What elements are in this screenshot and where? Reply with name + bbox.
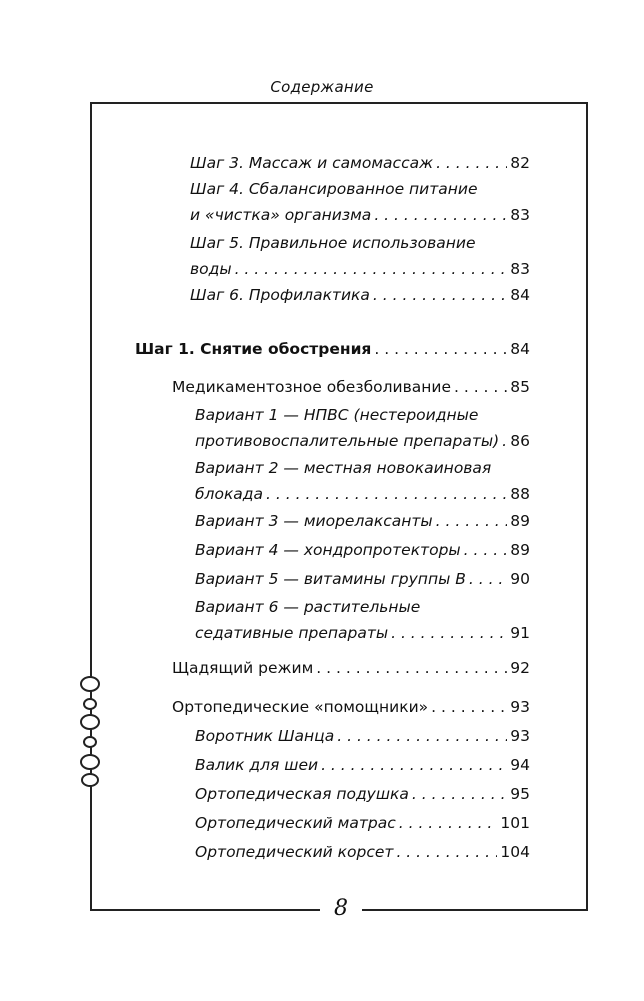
toc-entry-title: Щадящий режим — [172, 659, 314, 677]
toc-entry-title: Вариант 3 — миорелаксанты — [195, 512, 433, 530]
toc-page-number: 83 — [510, 260, 530, 278]
toc-entry-title: Ортопедическая подушка — [195, 785, 409, 803]
leader-dots — [266, 481, 507, 507]
toc-entry-title: Шаг 1. Снятие обострения — [135, 340, 372, 358]
leader-dots — [373, 282, 507, 308]
leader-dots — [464, 537, 508, 563]
leader-dots — [321, 752, 507, 778]
leader-dots — [399, 810, 498, 836]
toc-entry-title: Воротник Шанца — [195, 727, 335, 745]
leader-dots — [431, 694, 507, 720]
toc-entry[interactable] — [190, 176, 530, 228]
toc-entry-title-line: Вариант 2 — местная новокаиновая — [195, 459, 492, 477]
toc-entry-title-line: Шаг 4. Сбалансированное питание — [190, 180, 478, 198]
toc-entry-title: Вариант 5 — витамины группы В — [195, 570, 466, 588]
toc-page-number: 95 — [510, 785, 530, 803]
toc-entry-title-line: Вариант 1 — НПВС (нестероидные — [195, 406, 479, 424]
toc-entry-title: Валик для шеи — [195, 756, 319, 774]
toc-page-number: 89 — [510, 541, 530, 559]
frame-top-rule — [90, 102, 586, 104]
toc-entry[interactable] — [195, 566, 530, 592]
toc-subsection[interactable] — [172, 655, 530, 681]
toc-page-number: 82 — [510, 154, 530, 172]
leader-dots — [316, 655, 507, 681]
toc-entry[interactable] — [190, 282, 530, 308]
toc-page-number: 86 — [510, 432, 530, 450]
toc-entry-title: Ортопедические «помощники» — [172, 698, 429, 716]
toc-entry-title: Шаг 3. Массаж и самомассаж — [190, 154, 434, 172]
toc-entry-title: блокада — [195, 485, 264, 503]
toc-page-number: 84 — [510, 286, 530, 304]
toc-entry[interactable] — [195, 723, 530, 749]
toc-entry-title: Шаг 6. Профилактика — [190, 286, 370, 304]
frame-bottom-rule-left — [90, 909, 320, 911]
leader-dots — [412, 781, 507, 807]
leader-dots — [374, 202, 507, 228]
leader-dots — [235, 256, 508, 282]
leader-dots — [469, 566, 507, 592]
toc-entry-title: Ортопедический корсет — [195, 843, 394, 861]
toc-entry[interactable] — [190, 150, 530, 176]
toc-page-number: 90 — [510, 570, 530, 588]
leader-dots — [396, 839, 497, 865]
toc-entry-title: противовоспалительные препараты) — [195, 432, 500, 450]
toc-entry[interactable] — [195, 455, 530, 507]
toc-page-number: 101 — [500, 814, 530, 832]
toc-entry-title: и «чистка» организма — [190, 206, 372, 224]
toc-subsection[interactable] — [172, 694, 530, 720]
toc-entry[interactable] — [195, 839, 530, 865]
toc-page-number: 85 — [510, 378, 530, 396]
leader-dots — [502, 428, 507, 454]
running-header: Содержание — [270, 78, 374, 96]
toc-entry-title: Ортопедический матрас — [195, 814, 396, 832]
toc-entry[interactable] — [195, 537, 530, 563]
leader-dots — [436, 508, 508, 534]
toc-page-number: 92 — [510, 659, 530, 677]
toc-page-number: 89 — [510, 512, 530, 530]
toc-page-number: 93 — [510, 727, 530, 745]
toc-page-number: 94 — [510, 756, 530, 774]
leader-dots — [391, 620, 507, 646]
leader-dots — [436, 150, 507, 176]
toc-entry[interactable] — [195, 402, 530, 454]
toc-page-number: 84 — [510, 340, 530, 358]
leader-dots — [454, 374, 507, 400]
toc-page-number: 91 — [510, 624, 530, 642]
toc-entry-title: седативные препараты — [195, 624, 389, 642]
toc-entry[interactable] — [195, 594, 530, 646]
page-number: 8 — [334, 896, 348, 921]
toc-entry[interactable] — [195, 508, 530, 534]
toc-section-heading[interactable] — [135, 336, 530, 362]
toc-entry-title: Медикаментозное обезболивание — [172, 378, 451, 396]
toc-page-number: 88 — [510, 485, 530, 503]
toc-entry[interactable] — [195, 781, 530, 807]
toc-page-number: 83 — [510, 206, 530, 224]
toc-subsection[interactable] — [172, 374, 530, 400]
toc-entry-title: воды — [190, 260, 232, 278]
leader-dots — [374, 336, 507, 362]
toc-entry-title: Вариант 4 — хондропротекторы — [195, 541, 461, 559]
toc-entry[interactable] — [190, 230, 530, 282]
toc-page-number: 93 — [510, 698, 530, 716]
toc-entry-title-line: Шаг 5. Правильное использование — [190, 234, 476, 252]
toc-entry[interactable] — [195, 810, 530, 836]
frame-right-rule — [586, 102, 588, 910]
toc-page-number: 104 — [500, 843, 530, 861]
leader-dots — [337, 723, 507, 749]
toc-entry[interactable] — [195, 752, 530, 778]
decorative-beads-icon — [72, 672, 108, 792]
frame-bottom-rule-right — [362, 909, 588, 911]
toc-entry-title-line: Вариант 6 — растительные — [195, 598, 421, 616]
